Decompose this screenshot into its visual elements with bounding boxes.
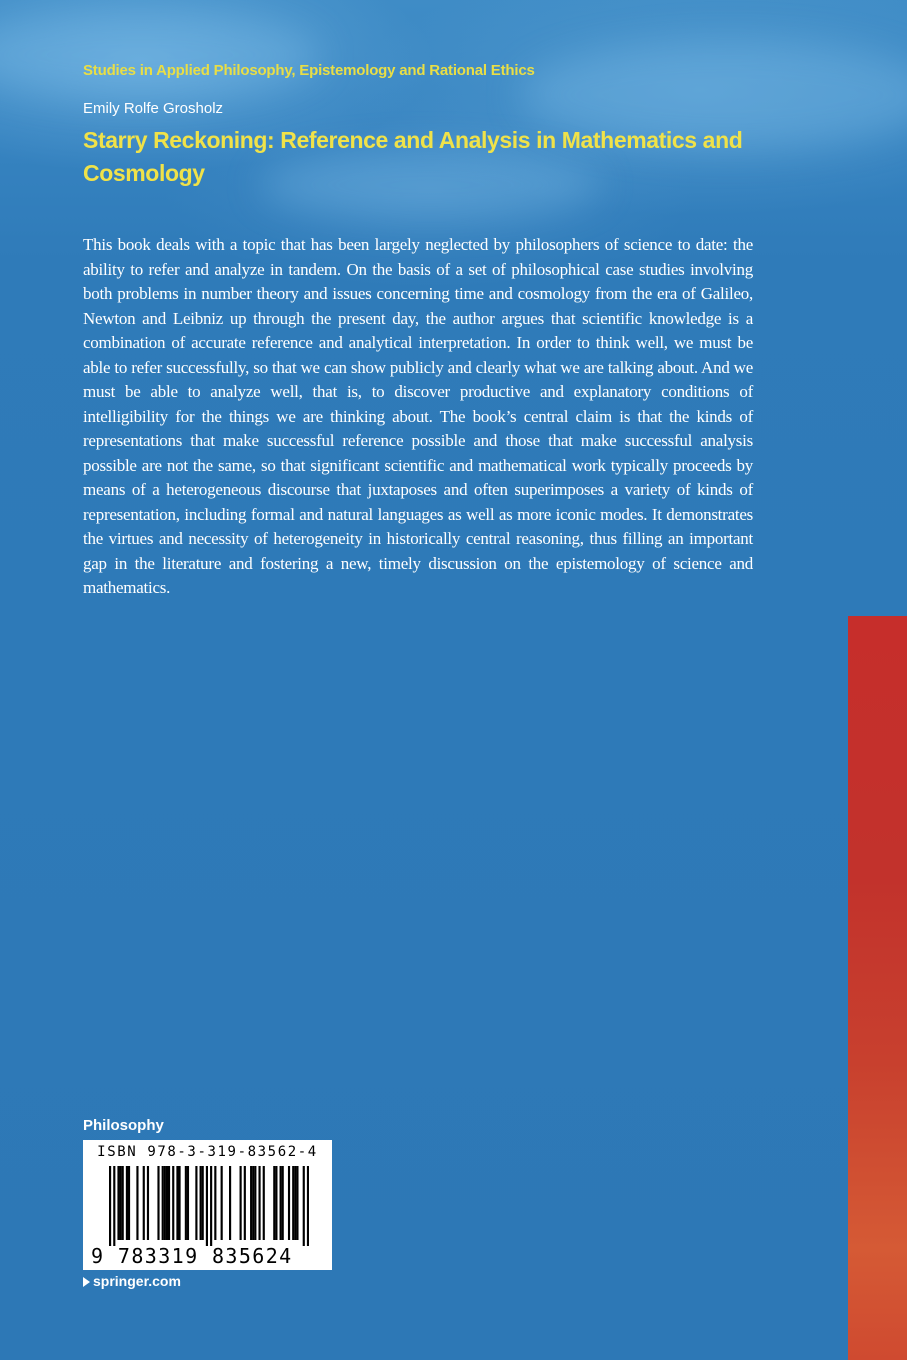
barcode-bar-27 [229,1166,231,1240]
isbn-label: ISBN 978-3-319-83562-4 [97,1144,318,1160]
barcode-bar-32 [254,1166,256,1240]
barcode-bar-40 [292,1166,294,1240]
barcode-bar-4 [122,1166,124,1240]
barcode-bar-24 [210,1166,212,1246]
barcode-bar-35 [273,1166,275,1240]
barcode-bar-44 [307,1166,309,1246]
isbn-barcode [83,1140,332,1270]
barcode-bar-23 [206,1166,208,1246]
barcode-bar-22 [202,1166,204,1240]
publisher-link[interactable] [83,1273,181,1289]
barcode-bar-12 [164,1166,166,1240]
barcode-bar-5 [126,1166,128,1240]
barcode-bar-33 [258,1166,260,1240]
barcode-bar-29 [244,1166,246,1240]
barcode-bar-3 [120,1166,122,1240]
barcode-bar-9 [147,1166,149,1240]
barcode-bar-18 [185,1166,187,1240]
red-spine-band [848,616,907,1360]
barcode-bar-30 [250,1166,252,1240]
author-name: Emily Rolfe Grosholz [83,100,224,117]
barcode-bar-13 [166,1166,168,1240]
ean-digits: 9 783319 835624 [91,1244,293,1268]
arrow-right-icon [83,1277,90,1287]
book-title: Starry Reckoning: Reference and Analysis in Mathematics and Cosmology [83,127,743,186]
barcode-bar-7 [136,1166,138,1240]
barcode-bar-14 [168,1166,170,1240]
barcode-bar-28 [240,1166,242,1240]
barcode-bar-38 [282,1166,284,1240]
book-description: This book deals with a topic that has been largely neglected by philosophers of science to date: the ability to refer and analyze in tandem. On the basis of a set of philosophical case studies involving both problems in number theory and issues concerning time and cosmology from the era of Galileo, Newton and Leibniz up through the present day, the author argues that scientific knowledge is a combination of accurate reference and analytical interpretation. In order to think well, we must be able to refer successfully, so that we can show publicly and clearly what we are talking about. And we must be able to analyze well, that is, to discover productive and explanatory conditions of intelligibility for the things we are thinking about. The book’s central claim is that the kinds of representations that make successful reference possible and those that make successful analysis possible are not the same, so that significant scientific and mathematical work typically proceeds by means of a heterogeneous discourse that juxtaposes and often superimposes a variety of kinds of representation, including formal and natural languages as well as more iconic modes. It demonstrates the virtues and necessity of heterogeneity in historically central reasoning, thus filling an important gap in the literature and fostering a new, timely discussion on the epistemology of science and mathematics. [83,235,753,597]
barcode-bar-15 [172,1166,174,1240]
barcode-bar-39 [288,1166,290,1240]
barcode-bar-41 [294,1166,296,1240]
subject-category: Philosophy [83,1117,164,1134]
barcode-bar-26 [221,1166,223,1240]
barcode-bar-36 [275,1166,277,1240]
barcode-bar-37 [280,1166,282,1240]
barcode-bar-34 [263,1166,265,1240]
barcode-bars [109,1166,309,1246]
barcode-bar-21 [200,1166,202,1240]
barcode-bar-10 [157,1166,159,1240]
sky-glow [0,10,320,100]
barcode-bar-42 [296,1166,298,1240]
publisher-link-text[interactable]: springer.com [93,1273,181,1289]
barcode-bar-31 [252,1166,254,1240]
barcode-bar-0 [109,1166,111,1246]
barcode-bar-2 [117,1166,119,1240]
series-title: Studies in Applied Philosophy, Epistemology and Rational Ethics [83,62,535,79]
barcode-bar-8 [143,1166,145,1240]
barcode-bar-25 [214,1166,216,1240]
barcode-bar-1 [113,1166,115,1246]
barcode-bar-17 [178,1166,180,1240]
barcode-bar-43 [303,1166,305,1246]
barcode-bar-16 [176,1166,178,1240]
barcode-bar-19 [187,1166,189,1240]
barcode-bar-6 [128,1166,130,1240]
barcode-bar-20 [195,1166,197,1240]
barcode-bar-11 [162,1166,164,1240]
